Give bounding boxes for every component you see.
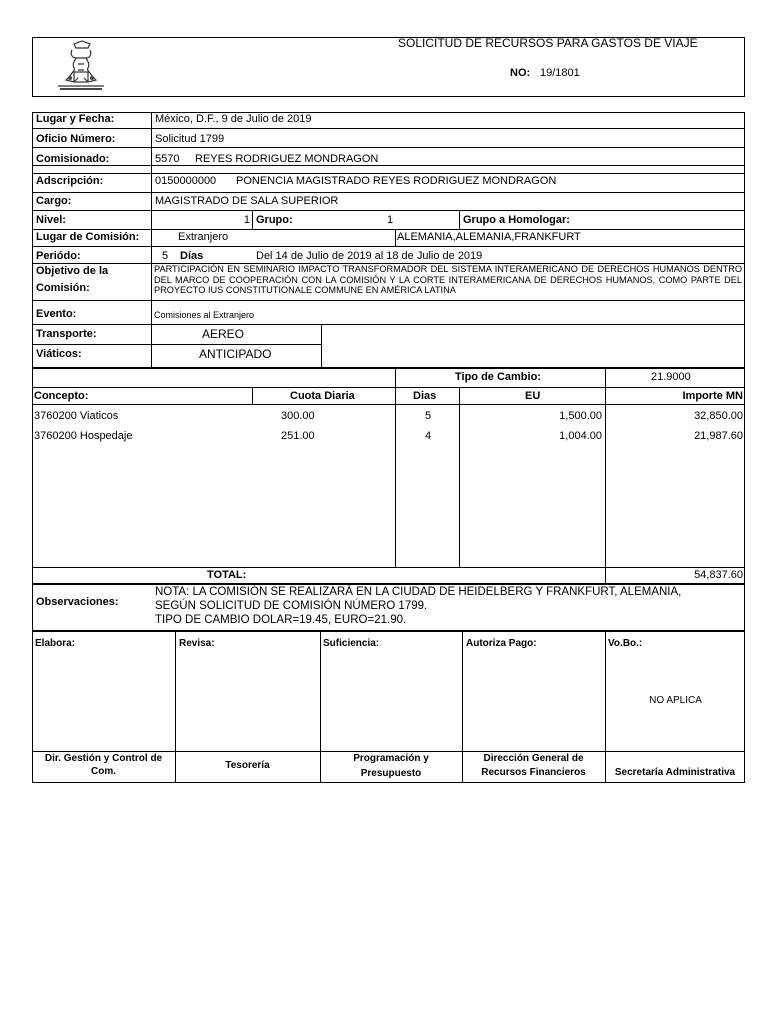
header-eu: EU	[525, 390, 541, 402]
form-number-value: 19/1801	[540, 67, 580, 79]
row-importe: 21,987.60	[694, 430, 743, 442]
adscripcion-label: Adscripción:	[36, 175, 104, 187]
dept-programacion-line-2: Presupuesto	[360, 768, 422, 779]
tipo-cambio-label: Tipo de Cambio:	[455, 371, 541, 383]
row-concepto: 3760200 Hospedaje	[34, 430, 133, 442]
observaciones-line-2: SEGÚN SOLICITUD DE COMISIÓN NÚMERO 1799.	[155, 600, 428, 612]
form-title: SOLICITUD DE RECURSOS PARA GASTOS DE VIAJE	[398, 36, 698, 50]
lugar-fecha-label: Lugar y Fecha:	[36, 113, 115, 125]
nivel-value: 1	[243, 214, 250, 226]
evento-value: Comisiones al Extranjero	[154, 310, 255, 320]
transporte-label: Transporte:	[36, 328, 97, 340]
observaciones-label: Observaciones:	[36, 596, 119, 608]
periodo-rango: Del 14 de Julio de 2019 al 18 de Julio de 2019	[256, 250, 483, 262]
header-dias: Dias	[413, 390, 437, 402]
periodo-dias-label: Días	[180, 250, 204, 262]
dept-direccion-line-1: Dirección General de	[483, 753, 584, 764]
objetivo-label-2: Comisión:	[36, 282, 90, 294]
row-concepto: 3760200 Viaticos	[34, 410, 119, 422]
sig-elabora-label: Elabora:	[35, 638, 76, 649]
sig-vobo-label: Vo.Bo.:	[608, 638, 643, 649]
periodo-dias-num: 5	[162, 250, 169, 262]
adscripcion-code: 0150000000	[155, 175, 217, 187]
form-number-label: NO:	[510, 67, 531, 79]
adscripcion-name: PONENCIA MAGISTRADO REYES RODRIGUEZ MONDRAGON	[236, 175, 557, 187]
row-dias: 5	[425, 410, 432, 422]
tipo-cambio-value: 21.9000	[651, 371, 691, 383]
dept-direccion-line-2: Recursos Financieros	[481, 767, 586, 778]
comisionado-name: REYES RODRIGUEZ MONDRAGON	[195, 153, 379, 165]
dept-tesoreria: Tesorería	[225, 760, 270, 771]
institution-seal-icon	[52, 40, 112, 94]
transporte-value: AEREO	[202, 327, 245, 341]
total-value: 54,837.60	[694, 569, 743, 581]
objetivo-text: PARTICIPACIÓN EN SEMINARIO IMPACTO TRANSFORMADOR DEL SISTEMA INTERAMERICANO DE DERECHOS HUMANOS DENTRO DEL MARCO DE COOPERACIÓN CON LA COMISIÓN Y LA CORTE INTERAMERICANA DE DERECHOS HUMANOS, COMO PARTE DEL PROYECTO IUS CONSTITUTIONALE COMMUNE EN AMÉRICA LATINA	[154, 264, 742, 295]
comisionado-id: 5570	[155, 153, 180, 165]
viaticos-label: Viáticos:	[36, 348, 82, 360]
info-divider	[151, 112, 152, 368]
grupo-homologar-label: Grupo a Homologar:	[463, 214, 570, 226]
total-label: TOTAL:	[207, 569, 247, 581]
sig-suficiencia-label: Suficiencia:	[323, 638, 380, 649]
dept-gestion-line-1: Dir. Gestión y Control de	[44, 753, 163, 764]
cargo-label: Cargo:	[36, 195, 72, 207]
oficio-label: Oficio Número:	[36, 133, 116, 145]
viaticos-value: ANTICIPADO	[199, 347, 272, 361]
sig-no-aplica: NO APLICA	[649, 695, 702, 706]
periodo-label: Periódo:	[36, 250, 81, 262]
observaciones-line-1: NOTA: LA COMISIÓN SE REALIZARÁ EN LA CIUDAD DE HEIDELBERG Y FRANKFURT, ALEMANIA,	[155, 586, 682, 598]
dept-secretaria: Secretaría Administrativa	[614, 767, 736, 778]
grupo-label: Grupo:	[256, 214, 293, 226]
nivel-label: Nivel:	[36, 214, 66, 226]
lugar-comision-tipo: Extranjero	[178, 231, 229, 243]
row-eu: 1,004.00	[559, 430, 602, 442]
comisionado-label: Comisionado:	[36, 153, 110, 165]
lugar-comision-destino: ALEMANIA,ALEMANIA,FRANKFURT	[397, 231, 581, 243]
grupo-value: 1	[387, 214, 394, 226]
objetivo-label-1: Objetivo de la	[36, 265, 109, 277]
row-dias: 4	[425, 430, 432, 442]
cargo-value: MAGISTRADO DE SALA SUPERIOR	[155, 195, 339, 207]
row-importe: 32,850.00	[694, 410, 743, 422]
row-eu: 1,500.00	[559, 410, 602, 422]
concept-table	[32, 368, 745, 584]
header-cuota: Cuota Diaria	[290, 390, 355, 402]
oficio-value: Solicitud 1799	[155, 133, 225, 145]
row-cuota: 251.00	[281, 430, 315, 442]
dept-programacion-line-1: Programación y	[353, 753, 429, 764]
header-concepto: Concepto:	[34, 390, 89, 402]
sig-autoriza-label: Autoriza Pago:	[466, 638, 537, 649]
dept-gestion-line-2: Com.	[91, 766, 116, 777]
row-cuota: 300.00	[281, 410, 315, 422]
header-importe: Importe MN	[682, 390, 743, 402]
lugar-fecha-value: México, D.F., 9 de Julio de 2019	[155, 113, 312, 125]
sig-revisa-label: Revisa:	[179, 638, 215, 649]
observaciones-line-3: TIPO DE CAMBIO DOLAR=19.45, EURO=21.90.	[155, 614, 407, 626]
evento-label: Evento:	[36, 308, 77, 320]
lugar-comision-label: Lugar de Comisión:	[36, 231, 140, 243]
